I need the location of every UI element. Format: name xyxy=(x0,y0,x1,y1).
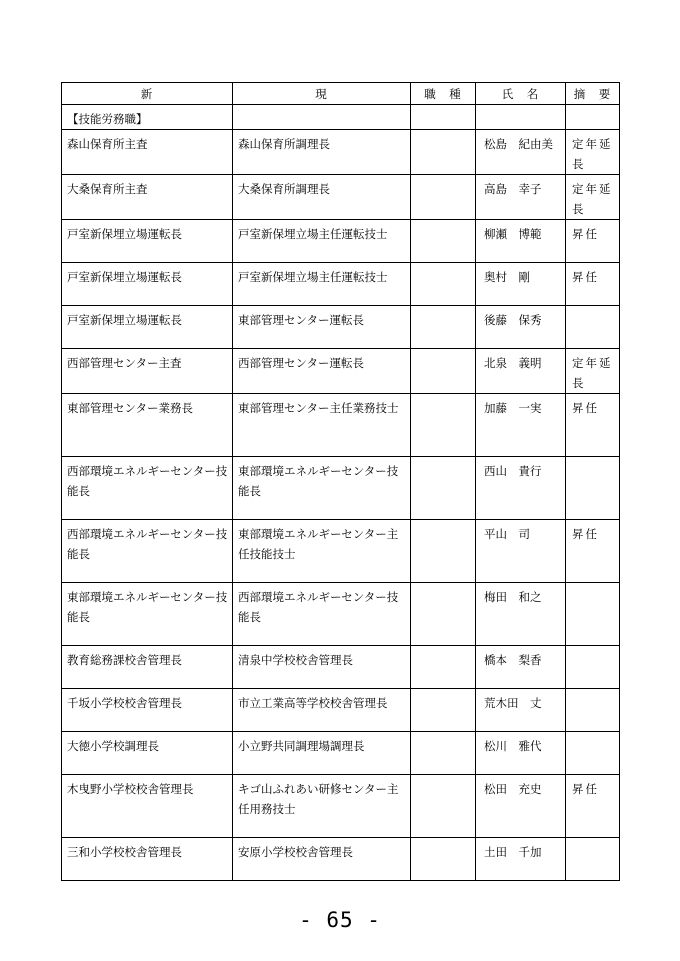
header-job-type: 職 種 xyxy=(411,83,476,105)
cell-notes: 定年延長 xyxy=(566,349,620,394)
cell-name: 松田 充史 xyxy=(476,775,566,838)
cell-notes: 昇任 xyxy=(566,263,620,306)
cell-new: 森山保育所主査 xyxy=(62,130,233,175)
cell-name: 柳瀬 博範 xyxy=(476,220,566,263)
cell-current: 東部管理センター運転長 xyxy=(233,306,411,349)
cell-notes: 昇任 xyxy=(566,775,620,838)
cell-current: 東部環境エネルギーセンター技能長 xyxy=(233,457,411,520)
table-row xyxy=(62,263,620,306)
cell-job-type xyxy=(411,394,476,457)
header-name: 氏 名 xyxy=(476,83,566,105)
cell-job-type xyxy=(411,306,476,349)
cell-notes: 昇任 xyxy=(566,394,620,457)
cell-job-type xyxy=(411,175,476,220)
table-row xyxy=(62,583,620,646)
cell-new: 東部管理センター業務長 xyxy=(62,394,233,457)
cell-name: 平山 司 xyxy=(476,520,566,583)
cell-current: 安原小学校校舎管理長 xyxy=(233,838,411,881)
cell-new: 千坂小学校校舎管理長 xyxy=(62,689,233,732)
header-notes: 摘 要 xyxy=(566,83,620,105)
table-row xyxy=(62,394,620,457)
table-row xyxy=(62,130,620,175)
personnel-table xyxy=(61,82,620,881)
table-row xyxy=(62,220,620,263)
cell-job-type xyxy=(411,130,476,175)
cell-current: 戸室新保埋立場主任運転技士 xyxy=(233,220,411,263)
cell-notes xyxy=(566,306,620,349)
cell-name: 北泉 義明 xyxy=(476,349,566,394)
cell-job-type xyxy=(411,220,476,263)
header-current: 現 xyxy=(233,83,411,105)
cell-name: 奥村 剛 xyxy=(476,263,566,306)
cell-current: 市立工業高等学校校舎管理長 xyxy=(233,689,411,732)
cell-job-type xyxy=(411,838,476,881)
cell-name: 荒木田 丈 xyxy=(476,689,566,732)
header-row xyxy=(62,83,620,105)
table-row xyxy=(62,349,620,394)
cell-job-type xyxy=(411,646,476,689)
cell-new: 戸室新保埋立場運転長 xyxy=(62,306,233,349)
cell-name: 梅田 和之 xyxy=(476,583,566,646)
cell-new: 戸室新保埋立場運転長 xyxy=(62,220,233,263)
cell-name: 橋本 梨香 xyxy=(476,646,566,689)
cell-new: 西部環境エネルギーセンター技能長 xyxy=(62,520,233,583)
cell-new: 大桑保育所主査 xyxy=(62,175,233,220)
cell-job-type xyxy=(411,457,476,520)
cell-current: 東部環境エネルギーセンター主任技能技士 xyxy=(233,520,411,583)
cell-job-type xyxy=(411,732,476,775)
cell-current: 清泉中学校校舎管理長 xyxy=(233,646,411,689)
cell-notes: 昇任 xyxy=(566,220,620,263)
cell-notes xyxy=(566,689,620,732)
header-new: 新 xyxy=(62,83,233,105)
cell-notes xyxy=(566,732,620,775)
cell-current: 大桑保育所調理長 xyxy=(233,175,411,220)
table-cell xyxy=(233,105,411,130)
cell-current: 西部環境エネルギーセンター技能長 xyxy=(233,583,411,646)
cell-job-type xyxy=(411,349,476,394)
table-row xyxy=(62,838,620,881)
cell-notes xyxy=(566,583,620,646)
cell-new: 大徳小学校調理長 xyxy=(62,732,233,775)
table-row xyxy=(62,775,620,838)
cell-current: 東部管理センター主任業務技士 xyxy=(233,394,411,457)
cell-current: 西部管理センター運転長 xyxy=(233,349,411,394)
cell-new: 木曳野小学校校舎管理長 xyxy=(62,775,233,838)
table-cell xyxy=(566,105,620,130)
table-row xyxy=(62,175,620,220)
cell-job-type xyxy=(411,583,476,646)
table-cell xyxy=(476,105,566,130)
cell-job-type xyxy=(411,263,476,306)
cell-job-type xyxy=(411,520,476,583)
cell-current: 小立野共同調理場調理長 xyxy=(233,732,411,775)
cell-notes: 定年延長 xyxy=(566,130,620,175)
cell-notes xyxy=(566,457,620,520)
table-row xyxy=(62,306,620,349)
cell-name: 松川 雅代 xyxy=(476,732,566,775)
table-row xyxy=(62,732,620,775)
table-cell xyxy=(411,105,476,130)
cell-new: 西部管理センター主査 xyxy=(62,349,233,394)
cell-new: 教育総務課校舎管理長 xyxy=(62,646,233,689)
section-row xyxy=(62,105,620,130)
cell-new: 戸室新保埋立場運転長 xyxy=(62,263,233,306)
cell-name: 西山 貴行 xyxy=(476,457,566,520)
cell-name: 土田 千加 xyxy=(476,838,566,881)
cell-new: 西部環境エネルギーセンター技能長 xyxy=(62,457,233,520)
cell-new: 東部環境エネルギーセンター技能長 xyxy=(62,583,233,646)
table-row xyxy=(62,646,620,689)
cell-name: 高島 幸子 xyxy=(476,175,566,220)
cell-job-type xyxy=(411,689,476,732)
table-row xyxy=(62,689,620,732)
cell-current: キゴ山ふれあい研修センター主任用務技士 xyxy=(233,775,411,838)
table-row xyxy=(62,520,620,583)
cell-current: 森山保育所調理長 xyxy=(233,130,411,175)
cell-notes: 定年延長 xyxy=(566,175,620,220)
cell-new: 三和小学校校舎管理長 xyxy=(62,838,233,881)
cell-notes xyxy=(566,838,620,881)
cell-name: 松島 紀由美 xyxy=(476,130,566,175)
cell-notes xyxy=(566,646,620,689)
section-label: 【技能労務職】 xyxy=(62,105,233,130)
cell-name: 加藤 一実 xyxy=(476,394,566,457)
cell-job-type xyxy=(411,775,476,838)
page-number: - 65 - xyxy=(299,908,381,932)
table-row xyxy=(62,457,620,520)
cell-notes: 昇任 xyxy=(566,520,620,583)
cell-current: 戸室新保埋立場主任運転技士 xyxy=(233,263,411,306)
cell-name: 後藤 保秀 xyxy=(476,306,566,349)
